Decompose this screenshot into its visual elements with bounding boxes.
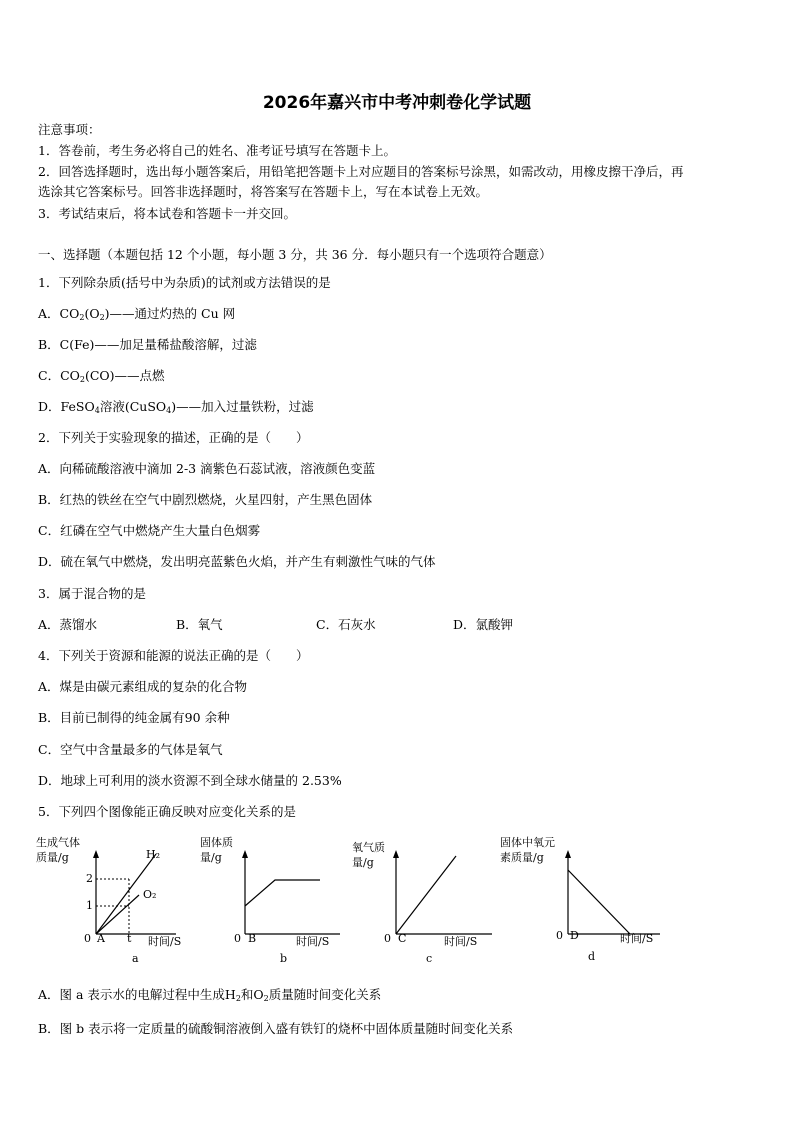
notice-item-1: 1．答卷前，考生务必将自己的姓名、准考证号填写在答题卡上。 xyxy=(38,143,396,158)
graph-d-caption: d xyxy=(588,950,596,963)
q5-a-post: 质量随时间变化关系 xyxy=(268,987,382,1002)
q1-d-pre: D．FeSO xyxy=(38,399,95,414)
q1-d-sub2: 4 xyxy=(166,406,172,415)
q2-stem: 2．下列关于实验现象的描述，正确的是（ ） xyxy=(38,430,309,445)
q4-option-c: C．空气中含量最多的气体是氧气 xyxy=(38,742,223,757)
q1-option-d xyxy=(38,397,314,415)
q3-option-b: B．氧气 xyxy=(176,617,223,632)
q1-c-pre: C．CO xyxy=(38,368,80,383)
graph-a-label-o2: O₂ xyxy=(143,888,157,901)
graph-b-caption: b xyxy=(280,952,288,965)
q5-a-sub2: 2 xyxy=(263,994,269,1003)
q1-a-sub1: 2 xyxy=(79,313,85,322)
q1-d-post: )——加入过量铁粉，过滤 xyxy=(171,399,314,414)
graph-c xyxy=(352,834,502,969)
q2-option-b: B．红热的铁丝在空气中剧烈燃烧，火星四射，产生黑色固体 xyxy=(38,492,373,507)
q5-a-mid: 和O xyxy=(240,987,264,1002)
q1-stem: 1．下列除杂质(括号中为杂质)的试剂或方法错误的是 xyxy=(38,275,331,290)
notice-item-3: 3．考试结束后，将本试卷和答题卡一并交回。 xyxy=(38,206,296,221)
graph-b-xlabel: 时间/S xyxy=(296,935,330,948)
q3-option-a: A．蒸馏水 xyxy=(38,617,98,632)
graph-d-y-arrow xyxy=(565,850,571,858)
graph-a-label-h2: H₂ xyxy=(146,848,161,861)
graph-b-xorigin: B xyxy=(248,932,257,945)
q5-a-pre: A．图 a 表示水的电解过程中生成H xyxy=(38,987,236,1002)
section-heading: 一、选择题（本题包括 12 个小题，每小题 3 分，共 36 分．每小题只有一个选项符合题意） xyxy=(38,247,552,262)
graph-d-xorigin: D xyxy=(570,929,579,942)
q1-a-sub2: 2 xyxy=(99,313,105,322)
graph-a-xorigin: A xyxy=(97,932,105,945)
q1-option-b: B．C(Fe)——加足量稀盐酸溶解，过滤 xyxy=(38,337,257,352)
graph-b-line xyxy=(245,880,320,906)
q3-option-c: C．石灰水 xyxy=(316,617,376,632)
graph-a-xlabel: 时间/S xyxy=(148,935,182,948)
graph-c-caption: c xyxy=(426,952,433,965)
graph-b-y-arrow xyxy=(242,850,248,858)
q1-c-sub: 2 xyxy=(79,375,85,384)
q1-d-sub1: 4 xyxy=(94,406,100,415)
graph-c-xorigin: C xyxy=(398,932,407,945)
q3-option-d: D．氯酸钾 xyxy=(453,617,514,632)
graph-a xyxy=(36,834,186,969)
graph-c-ylabel1: 氧气质 xyxy=(352,841,385,854)
q1-d-mid: 溶液(CuSO xyxy=(99,399,167,414)
graph-c-origin: 0 xyxy=(384,932,391,945)
graph-c-xlabel: 时间/S xyxy=(444,935,478,948)
notice-heading: 注意事项： xyxy=(38,122,101,137)
notice-item-2-cont: 选涂其它答案标号。回答非选择题时，将答案写在答题卡上，写在本试卷上无效。 xyxy=(38,184,489,199)
graph-d-origin: 0 xyxy=(556,929,563,942)
q4-stem: 4．下列关于资源和能源的说法正确的是（ ） xyxy=(38,648,309,663)
graph-a-origin: 0 xyxy=(84,932,91,945)
q1-a-mid: (O xyxy=(84,306,100,321)
graph-d-line xyxy=(568,870,630,934)
q5-a-sub1: 2 xyxy=(235,994,241,1003)
q1-option-c xyxy=(38,366,165,384)
graph-a-ylabel2: 质量/g xyxy=(36,851,69,864)
notice-item-2: 2．回答选择题时，选出每小题答案后，用铅笔把答题卡上对应题目的答案标号涂黑，如需改动，用橡皮擦干净后，再 xyxy=(38,164,684,179)
graph-a-line-o2 xyxy=(96,895,139,934)
q2-option-c: C．红磷在空气中燃烧产生大量白色烟雾 xyxy=(38,523,261,538)
graph-d-xlabel: 时间/S xyxy=(620,932,654,945)
graph-b xyxy=(200,834,350,969)
q4-option-d: D．地球上可利用的淡水资源不到全球水储量的 2.53% xyxy=(38,773,342,788)
q3-stem: 3．属于混合物的是 xyxy=(38,586,146,601)
q5-option-b: B．图 b 表示将一定质量的硫酸铜溶液倒入盛有铁钉的烧杯中固体质量随时间变化关系 xyxy=(38,1021,514,1036)
q4-option-a: A．煤是由碳元素组成的复杂的化合物 xyxy=(38,679,248,694)
graph-a-tick-1: 1 xyxy=(86,899,93,912)
graph-d xyxy=(500,834,670,969)
graph-a-tick-2: 2 xyxy=(86,872,93,885)
q5-option-a xyxy=(38,985,381,1003)
q2-option-d: D．硫在氧气中燃烧，发出明亮蓝紫色火焰，并产生有刺激性气味的气体 xyxy=(38,554,436,569)
q1-c-post: (CO)——点燃 xyxy=(84,368,165,383)
graph-b-origin: 0 xyxy=(234,932,241,945)
graph-a-caption: a xyxy=(132,952,139,965)
graph-d-ylabel2: 素质量/g xyxy=(500,851,544,864)
graph-c-y-arrow xyxy=(393,850,399,858)
graph-c-line xyxy=(396,856,456,934)
graph-a-ylabel1: 生成气体 xyxy=(36,836,80,849)
graph-b-ylabel1: 固体质 xyxy=(200,836,233,849)
q1-option-a xyxy=(38,304,235,322)
q4-option-b: B．目前已制得的纯金属有90 余种 xyxy=(38,710,230,725)
q2-option-a: A．向稀硫酸溶液中滴加 2-3 滴紫色石蕊试液，溶液颜色变蓝 xyxy=(38,461,376,476)
page-title: 2026年嘉兴市中考冲刺卷化学试题 xyxy=(262,93,532,113)
q1-a-post: )——通过灼热的 Cu 网 xyxy=(104,306,236,321)
graph-a-xmark: t xyxy=(127,932,132,945)
graph-c-ylabel2: 量/g xyxy=(352,856,374,869)
graph-a-y-arrow xyxy=(93,850,99,858)
q5-stem: 5．下列四个图像能正确反映对应变化关系的是 xyxy=(38,804,296,819)
graph-d-ylabel1: 固体中氧元 xyxy=(500,836,555,849)
graph-b-ylabel2: 量/g xyxy=(200,851,222,864)
q1-a-pre: A．CO xyxy=(38,306,80,321)
